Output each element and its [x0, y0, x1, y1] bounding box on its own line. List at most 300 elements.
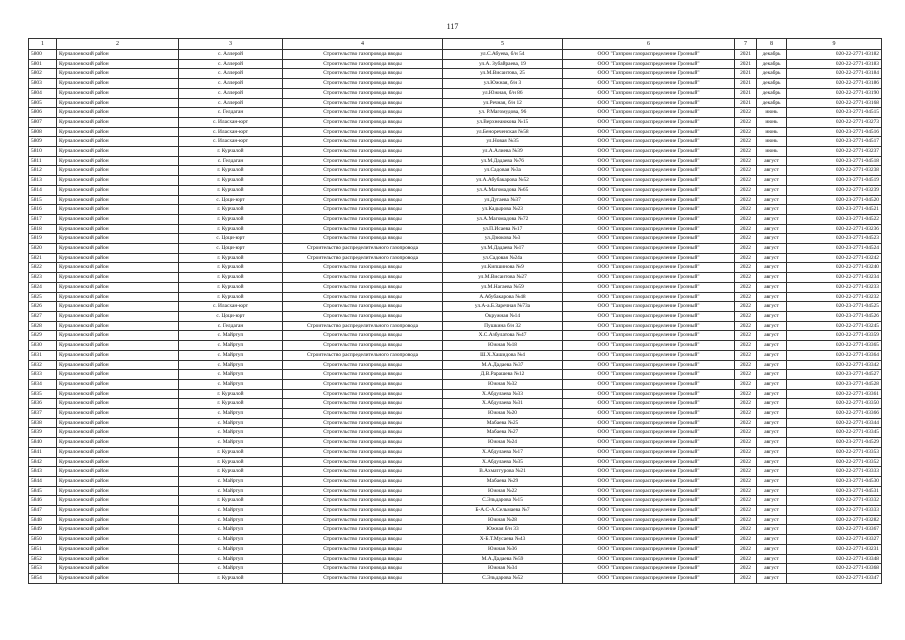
table-cell: 5832	[29, 360, 57, 370]
table-cell: с. Иласхан-юрт	[179, 127, 283, 137]
table-cell: 2021	[735, 79, 757, 89]
table-cell: ул.М.Дадаева №76	[443, 156, 563, 166]
table-cell: Строительство газопровода вводы	[283, 224, 443, 234]
table-cell: 020-22-2771-03367	[787, 525, 882, 535]
table-cell: 5821	[29, 253, 57, 263]
table-cell: Строительство распределительного газопровода	[283, 321, 443, 331]
table-cell: август	[757, 156, 787, 166]
table-cell: 2022	[735, 331, 757, 341]
table-cell: г. Курчалой	[179, 467, 283, 477]
table-cell: Курчалоевский район	[57, 360, 179, 370]
table-cell: Курчалоевский район	[57, 341, 179, 351]
table-cell: ООО "Газпром газораспределение Грозный"	[563, 273, 735, 283]
table-cell: Строительство газопровода вводы	[283, 166, 443, 176]
table-cell: 5825	[29, 292, 57, 302]
table-cell: август	[757, 234, 787, 244]
table-cell: 5805	[29, 98, 57, 108]
table-cell: 2022	[735, 544, 757, 554]
table-cell: 020-22-2771-03350	[787, 399, 882, 409]
table-cell: Курчалоевский район	[57, 389, 179, 399]
table-cell: 2022	[735, 389, 757, 399]
table-cell: ООО "Газпром газораспределение Грозный"	[563, 263, 735, 273]
table-cell: ООО "Газпром газораспределение Грозный"	[563, 234, 735, 244]
table-cell: ООО "Газпром газораспределение Грозный"	[563, 476, 735, 486]
table-cell: 2022	[735, 418, 757, 428]
table-row	[29, 379, 882, 389]
table-cell: ул.Южная, б/н 3	[443, 79, 563, 89]
table-cell: ООО "Газпром газораспределение Грозный"	[563, 525, 735, 535]
table-cell: 2022	[735, 253, 757, 263]
table-cell: г. Курчалой	[179, 214, 283, 224]
table-cell: 5827	[29, 311, 57, 321]
table-cell: 2022	[735, 428, 757, 438]
table-row	[29, 244, 882, 254]
table-cell: Окружная №14	[443, 311, 563, 321]
table-cell: с. Гелдаган	[179, 321, 283, 331]
table-row	[29, 195, 882, 205]
table-cell: август	[757, 438, 787, 448]
table-cell: 020-22-2771-03348	[787, 554, 882, 564]
table-cell: 020-22-2771-03182	[787, 50, 882, 60]
table-cell: август	[757, 205, 787, 215]
table-cell: Мабаева №29	[443, 476, 563, 486]
table-cell: 5849	[29, 525, 57, 535]
table-cell: 2022	[735, 370, 757, 380]
table-cell: Строительство газопровода вводы	[283, 176, 443, 186]
table-row	[29, 573, 882, 583]
table-cell: с. Аллерой	[179, 50, 283, 60]
table-cell: Курчалоевский район	[57, 147, 179, 157]
table-cell: Южная №20	[443, 409, 563, 419]
table-cell: г. Курчалой	[179, 253, 283, 263]
table-cell: 5800	[29, 50, 57, 60]
table-row	[29, 506, 882, 516]
table-cell: август	[757, 409, 787, 419]
table-cell: Курчалоевский район	[57, 195, 179, 205]
table-cell: 5845	[29, 486, 57, 496]
table-cell: 020-22-2771-03245	[787, 321, 882, 331]
table-row	[29, 467, 882, 477]
table-cell: 020-23-2771-04527	[787, 370, 882, 380]
table-cell: 2022	[735, 137, 757, 147]
table-cell: август	[757, 185, 787, 195]
table-cell: 020-22-2771-03332	[787, 496, 882, 506]
table-row	[29, 428, 882, 438]
table-cell: Строительство газопровода вводы	[283, 156, 443, 166]
table-cell: 5822	[29, 263, 57, 273]
table-cell: 2022	[735, 350, 757, 360]
table-cell: ООО "Газпром газораспределение Грозный"	[563, 379, 735, 389]
table-cell: с. Майртуп	[179, 379, 283, 389]
table-cell: 020-22-2771-03184	[787, 69, 882, 79]
table-cell: 2022	[735, 525, 757, 535]
table-cell: Строительство газопровода вводы	[283, 234, 443, 244]
table-cell: Курчалоевский район	[57, 535, 179, 545]
table-cell: 020-23-2771-04520	[787, 195, 882, 205]
table-cell: декабрь	[757, 59, 787, 69]
table-cell: 5848	[29, 515, 57, 525]
column-header: 1	[29, 39, 57, 50]
table-cell: Курчалоевский район	[57, 59, 179, 69]
table-cell: ООО "Газпром газораспределение Грозный"	[563, 496, 735, 506]
table-cell: ООО "Газпром газораспределение Грозный"	[563, 137, 735, 147]
table-cell: ул.А.Алиева №39	[443, 147, 563, 157]
table-cell: Строительство газопровода вводы	[283, 447, 443, 457]
table-cell: ул.Верхнеаюкова №15	[443, 117, 563, 127]
table-cell: Строительство газопровода вводы	[283, 457, 443, 467]
table-row	[29, 457, 882, 467]
table-row	[29, 59, 882, 69]
table-row	[29, 331, 882, 341]
table-row	[29, 185, 882, 195]
table-cell: 5807	[29, 117, 57, 127]
table-cell: ООО "Газпром газораспределение Грозный"	[563, 418, 735, 428]
table-cell: 5844	[29, 476, 57, 486]
table-cell: 5833	[29, 370, 57, 380]
table-cell: август	[757, 360, 787, 370]
table-cell: с. Майртуп	[179, 515, 283, 525]
table-cell: ООО "Газпром газораспределение Грозный"	[563, 554, 735, 564]
table-cell: с. Майртуп	[179, 564, 283, 574]
table-cell: Строительство газопровода вводы	[283, 370, 443, 380]
table-cell: 2021	[735, 88, 757, 98]
table-cell: 020-23-2771-04518	[787, 156, 882, 166]
table-cell: Курчалоевский район	[57, 88, 179, 98]
table-cell: 2022	[735, 185, 757, 195]
table-cell: ООО "Газпром газораспределение Грозный"	[563, 428, 735, 438]
table-cell: 5853	[29, 564, 57, 574]
table-cell: Строительство газопровода вводы	[283, 273, 443, 283]
table-cell: г. Курчалой	[179, 166, 283, 176]
table-cell: ООО "Газпром газораспределение Грозный"	[563, 457, 735, 467]
table-cell: Строительство газопровода вводы	[283, 496, 443, 506]
table-cell: 020-22-2771-03231	[787, 544, 882, 554]
table-cell: 2022	[735, 244, 757, 254]
column-header: 6	[563, 39, 735, 50]
table-cell: ООО "Газпром газораспределение Грозный"	[563, 544, 735, 554]
table-row	[29, 515, 882, 525]
table-cell: с. Майртуп	[179, 486, 283, 496]
table-cell: июнь	[757, 117, 787, 127]
table-row	[29, 117, 882, 127]
table-cell: август	[757, 253, 787, 263]
table-cell: Х.С.Азбулатова №47	[443, 331, 563, 341]
table-cell: 020-22-2771-03368	[787, 564, 882, 574]
table-cell: 020-22-2771-03365	[787, 341, 882, 351]
table-cell: ООО "Газпром газораспределение Грозный"	[563, 564, 735, 574]
table-cell: август	[757, 292, 787, 302]
table-cell: ООО "Газпром газораспределение Грозный"	[563, 224, 735, 234]
table-cell: 5847	[29, 506, 57, 516]
table-row	[29, 234, 882, 244]
table-row	[29, 176, 882, 186]
table-cell: Курчалоевский район	[57, 506, 179, 516]
table-cell: Х-Б.Т.Мусаева №43	[443, 535, 563, 545]
table-cell: август	[757, 389, 787, 399]
table-cell: с. Майртуп	[179, 438, 283, 448]
table-cell: 5824	[29, 282, 57, 292]
table-cell: Курчалоевский район	[57, 79, 179, 89]
table-cell: Южная б/н 33	[443, 525, 563, 535]
table-cell: 2022	[735, 564, 757, 574]
table-cell: ООО "Газпром газораспределение Грозный"	[563, 59, 735, 69]
table-cell: Курчалоевский район	[57, 50, 179, 60]
table-cell: 5816	[29, 205, 57, 215]
table-cell: Курчалоевский район	[57, 108, 179, 118]
table-cell: 5813	[29, 176, 57, 186]
table-cell: 020-23-2771-04515	[787, 108, 882, 118]
table-cell: 5801	[29, 59, 57, 69]
table-cell: ООО "Газпром газораспределение Грозный"	[563, 360, 735, 370]
table-cell: 5806	[29, 108, 57, 118]
table-cell: 2021	[735, 69, 757, 79]
table-cell: декабрь	[757, 50, 787, 60]
table-cell: ООО "Газпром газораспределение Грозный"	[563, 486, 735, 496]
table-cell: 020-22-2771-03364	[787, 350, 882, 360]
table-row	[29, 399, 882, 409]
table-cell: ООО "Газпром газораспределение Грозный"	[563, 147, 735, 157]
table-cell: ООО "Газпром газораспределение Грозный"	[563, 88, 735, 98]
table-cell: ООО "Газпром газораспределение Грозный"	[563, 409, 735, 419]
table-cell: г. Курчалой	[179, 273, 283, 283]
table-cell: 5808	[29, 127, 57, 137]
table-cell: 020-22-2771-03237	[787, 147, 882, 157]
table-cell: ул.А. Зубайраева, 19	[443, 59, 563, 69]
table-cell: 2022	[735, 573, 757, 583]
table-cell: июнь	[757, 108, 787, 118]
table-cell: Строительство газопровода вводы	[283, 389, 443, 399]
table-cell: ул.М.Дадаева №17	[443, 244, 563, 254]
table-cell: 5802	[29, 69, 57, 79]
table-cell: август	[757, 263, 787, 273]
table-cell: 020-23-2771-04519	[787, 176, 882, 186]
header-row	[29, 39, 882, 50]
table-cell: С.Эльдарова №52	[443, 573, 563, 583]
table-cell: 5852	[29, 554, 57, 564]
table-row	[29, 341, 882, 351]
table-cell: Б-А.С-А.Сельмаева №7	[443, 506, 563, 516]
table-cell: 020-23-2771-04530	[787, 476, 882, 486]
table-row	[29, 166, 882, 176]
table-cell: ООО "Газпром газораспределение Грозный"	[563, 535, 735, 545]
table-cell: с. Майртуп	[179, 535, 283, 545]
table-cell: Курчалоевский район	[57, 409, 179, 419]
table-cell: 2022	[735, 292, 757, 302]
table-cell: декабрь	[757, 69, 787, 79]
table-cell: Строительство газопровода вводы	[283, 535, 443, 545]
table-cell: июнь	[757, 147, 787, 157]
table-cell: ООО "Газпром газораспределение Грозный"	[563, 50, 735, 60]
table-cell: ул.М.Висаитова №27	[443, 273, 563, 283]
table-cell: август	[757, 515, 787, 525]
table-cell: 020-22-2771-03168	[787, 98, 882, 108]
table-cell: 5841	[29, 447, 57, 457]
table-cell: 020-23-2771-04528	[787, 379, 882, 389]
register-table	[28, 38, 882, 584]
table-cell: Курчалоевский район	[57, 321, 179, 331]
table-cell: ООО "Газпром газораспределение Грозный"	[563, 205, 735, 215]
table-cell: ООО "Газпром газораспределение Грозный"	[563, 321, 735, 331]
table-cell: 2022	[735, 273, 757, 283]
table-cell: 020-23-2771-04525	[787, 302, 882, 312]
table-cell: 020-22-2771-03366	[787, 409, 882, 419]
table-cell: 020-22-2771-03186	[787, 79, 882, 89]
table-cell: 5819	[29, 234, 57, 244]
table-cell: август	[757, 350, 787, 360]
table-row	[29, 418, 882, 428]
table-cell: 5814	[29, 185, 57, 195]
table-cell: 2022	[735, 496, 757, 506]
table-cell: ООО "Газпром газораспределение Грозный"	[563, 185, 735, 195]
table-row	[29, 496, 882, 506]
table-cell: Курчалоевский район	[57, 379, 179, 389]
table-cell: Курчалоевский район	[57, 311, 179, 321]
table-cell: Курчалоевский район	[57, 137, 179, 147]
table-row	[29, 525, 882, 535]
table-cell: с. Иласхан-юрт	[179, 302, 283, 312]
table-cell: 020-22-2771-03190	[787, 88, 882, 98]
table-row	[29, 137, 882, 147]
table-cell: август	[757, 399, 787, 409]
table-cell: с. Майртуп	[179, 418, 283, 428]
table-cell: 5835	[29, 389, 57, 399]
table-cell: Д.В.Рарашева №12	[443, 370, 563, 380]
table-cell: Х.Абдулаева №35	[443, 457, 563, 467]
table-row	[29, 224, 882, 234]
table-cell: 5834	[29, 379, 57, 389]
table-cell: ул.Речная, б/н 12	[443, 98, 563, 108]
table-cell: с. Майртуп	[179, 341, 283, 351]
table-cell: 2021	[735, 50, 757, 60]
table-cell: ООО "Газпром газораспределение Грозный"	[563, 253, 735, 263]
table-cell: 2022	[735, 195, 757, 205]
table-cell: ООО "Газпром газораспределение Грозный"	[563, 467, 735, 477]
table-cell: Х.Абдулаева №17	[443, 447, 563, 457]
table-cell: г. Курчалой	[179, 389, 283, 399]
table-cell: 2022	[735, 205, 757, 215]
table-cell: ООО "Газпром газораспределение Грозный"	[563, 108, 735, 118]
table-cell: г. Курчалой	[179, 224, 283, 234]
table-row	[29, 350, 882, 360]
table-cell: август	[757, 379, 787, 389]
table-cell: август	[757, 447, 787, 457]
table-cell: ООО "Газпром газораспределение Грозный"	[563, 447, 735, 457]
table-cell: Курчалоевский район	[57, 428, 179, 438]
table-cell: ООО "Газпром газораспределение Грозный"	[563, 244, 735, 254]
table-cell: 020-22-2771-03240	[787, 263, 882, 273]
table-cell: ООО "Газпром газораспределение Грозный"	[563, 127, 735, 137]
table-cell: 5836	[29, 399, 57, 409]
table-row	[29, 69, 882, 79]
table-cell: Курчалоевский район	[57, 350, 179, 360]
table-cell: В.Ахматгурова №21	[443, 467, 563, 477]
table-cell: с. Цоци-юрт	[179, 195, 283, 205]
table-cell: Строительство газопровода вводы	[283, 467, 443, 477]
column-header: 8	[757, 39, 787, 50]
table-cell: Курчалоевский район	[57, 214, 179, 224]
table-cell: Строительство газопровода вводы	[283, 573, 443, 583]
table-cell: Строительство газопровода вводы	[283, 117, 443, 127]
table-cell: август	[757, 244, 787, 254]
table-cell: ул.Дзюкова №3	[443, 234, 563, 244]
table-cell: Строительство газопровода вводы	[283, 147, 443, 157]
table-cell: 020-23-2771-04516	[787, 127, 882, 137]
table-cell: 5846	[29, 496, 57, 506]
table-cell: 2021	[735, 98, 757, 108]
table-cell: август	[757, 457, 787, 467]
table-cell: август	[757, 282, 787, 292]
table-cell: август	[757, 476, 787, 486]
table-cell: ООО "Газпром газораспределение Грозный"	[563, 311, 735, 321]
table-cell: с. Гелдаган	[179, 156, 283, 166]
table-cell: август	[757, 224, 787, 234]
table-cell: декабрь	[757, 98, 787, 108]
table-cell: ООО "Газпром газораспределение Грозный"	[563, 69, 735, 79]
table-cell: ул.П.Исаева №17	[443, 224, 563, 234]
table-cell: 2022	[735, 263, 757, 273]
table-cell: Курчалоевский район	[57, 467, 179, 477]
table-row	[29, 205, 882, 215]
table-cell: июнь	[757, 127, 787, 137]
table-cell: Строительство газопровода вводы	[283, 506, 443, 516]
table-cell: ООО "Газпром газораспределение Грозный"	[563, 506, 735, 516]
table-cell: 2022	[735, 156, 757, 166]
table-cell: 2022	[735, 214, 757, 224]
table-cell: 5804	[29, 88, 57, 98]
table-cell: 2022	[735, 302, 757, 312]
table-cell: Курчалоевский район	[57, 166, 179, 176]
table-cell: 5826	[29, 302, 57, 312]
table-row	[29, 311, 882, 321]
table-cell: Курчалоевский район	[57, 282, 179, 292]
table-cell: 5829	[29, 331, 57, 341]
table-cell: ул. Р.Магомудова, 96	[443, 108, 563, 118]
table-cell: А.Абубакарова №48	[443, 292, 563, 302]
table-cell: ул.Садовая №3а	[443, 166, 563, 176]
table-cell: 020-22-2771-03352	[787, 457, 882, 467]
table-cell: Курчалоевский район	[57, 438, 179, 448]
table-cell: 5838	[29, 418, 57, 428]
table-row	[29, 98, 882, 108]
table-cell: Строительство газопровода вводы	[283, 360, 443, 370]
table-cell: Курчалоевский район	[57, 564, 179, 574]
table-cell: Южная №28	[443, 515, 563, 525]
column-header: 5	[443, 39, 563, 50]
table-cell: 5811	[29, 156, 57, 166]
table-cell: Строительство газопровода вводы	[283, 195, 443, 205]
table-cell: Курчалоевский район	[57, 496, 179, 506]
table-cell: М.А.Дадаева №37	[443, 360, 563, 370]
table-cell: 2022	[735, 515, 757, 525]
table-cell: 2022	[735, 224, 757, 234]
table-cell: август	[757, 525, 787, 535]
table-cell: Строительство газопровода вводы	[283, 59, 443, 69]
table-cell: август	[757, 418, 787, 428]
table-cell: август	[757, 486, 787, 496]
table-cell: 2022	[735, 379, 757, 389]
table-cell: Строительство газопровода вводы	[283, 311, 443, 321]
table-cell: Курчалоевский район	[57, 525, 179, 535]
table-row	[29, 263, 882, 273]
table-cell: 020-22-2771-03239	[787, 185, 882, 195]
table-cell: Мабаева №27	[443, 428, 563, 438]
table-cell: г. Курчалой	[179, 282, 283, 292]
table-cell: г. Курчалой	[179, 176, 283, 186]
table-cell: 2022	[735, 127, 757, 137]
table-cell: С.Эльдарова №15	[443, 496, 563, 506]
table-cell: июнь	[757, 137, 787, 147]
table-cell: ООО "Газпром газораспределение Грозный"	[563, 166, 735, 176]
